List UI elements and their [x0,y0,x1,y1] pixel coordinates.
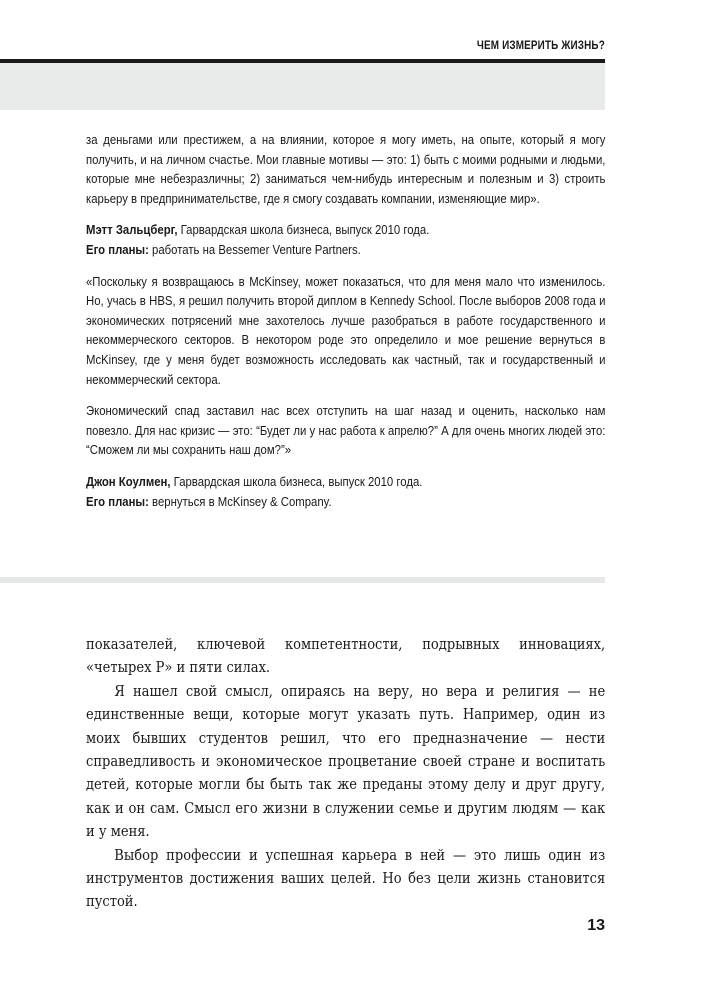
body-paragraph: Я нашел свой смысл, опираясь на веру, но вера и религия — не единственные вещи, которые могут указать путь. Например, один из моих бывших студентов решил, что его предназначение — нести справедливость и экономическое процветание своей стране и воспитать детей, которые могли бы быть так же преданы этому делу и друг другу, как и он сам. Смысл его жизни в служении семье и другим людям — как и у меня. [86,682,606,841]
attribution-2 [86,472,605,492]
page-number: 13 [587,917,605,934]
header-band [0,63,605,110]
plans-text: вернуться в McKinsey & Company. [148,493,332,509]
person-name: Мэтт Зальцберг, [86,222,178,238]
plans-text: работать на Bessemer Venture Partners. [148,241,361,257]
main-text [86,633,605,914]
plans-2 [86,492,605,512]
sidebar-quote: за деньгами или престижем, а на влиянии, которое я могу иметь, на опыте, который я могу получить, и на личном счастье. Мои главные мотивы — это: 1) быть с моими родными и людьми, которые мне небезразличны; 2) заниматься чем-нибудь интересным и полезным и 3) строить карьеру в предпринимательстве, где я смогу создавать компании, изменяющие мир». [86,132,606,206]
attribution-1 [86,220,605,240]
body-paragraph: Выбор профессии и успешная карьера в ней — это лишь один из инструментов достижения ваших целей. Но без цели жизнь становится пустой. [86,846,606,911]
running-title: ЧЕМ ИЗМЕРИТЬ ЖИЗНЬ? [476,40,605,52]
plans-1 [86,240,605,260]
sidebar-quote: Экономический спад заставил нас всех отступить на шаг назад и оценить, насколько нам повезло. Для нас кризис — это: “Будет ли у нас работа к апрелю?” А для очень многих людей это: “Сможем ли мы сохранить наш дом?”» [86,403,606,458]
person-affiliation: Гарвардская школа бизнеса, выпуск 2010 года. [170,473,423,489]
plans-label: Его планы: [86,241,149,257]
plans-label: Его планы: [86,493,149,509]
body-paragraph: показателей, ключевой компетентности, подрывных инновациях, «четырех Р» и пяти силах. [86,636,606,677]
sidebar-quote: «Поскольку я возвращаюсь в McKinsey, может показаться, что для меня мало что изменилось. Но, учась в HBS, я решил получить второй диплом в Kennedy School. После выборов 2008 года и экономических потрясений мне захотелось лучше разобраться в работе государственного и некоммерческого секторов. В некотором роде это определило и мое решение вернуться в McKinsey, где у меня будет возможность исследовать как частный, так и государственный и некоммерческий сектора. [86,273,606,387]
testimonial-sidebar [86,130,606,511]
sidebar-divider [0,577,605,583]
person-name: Джон Коулмен, [86,473,171,489]
person-affiliation: Гарвардская школа бизнеса, выпуск 2010 года. [177,222,430,238]
